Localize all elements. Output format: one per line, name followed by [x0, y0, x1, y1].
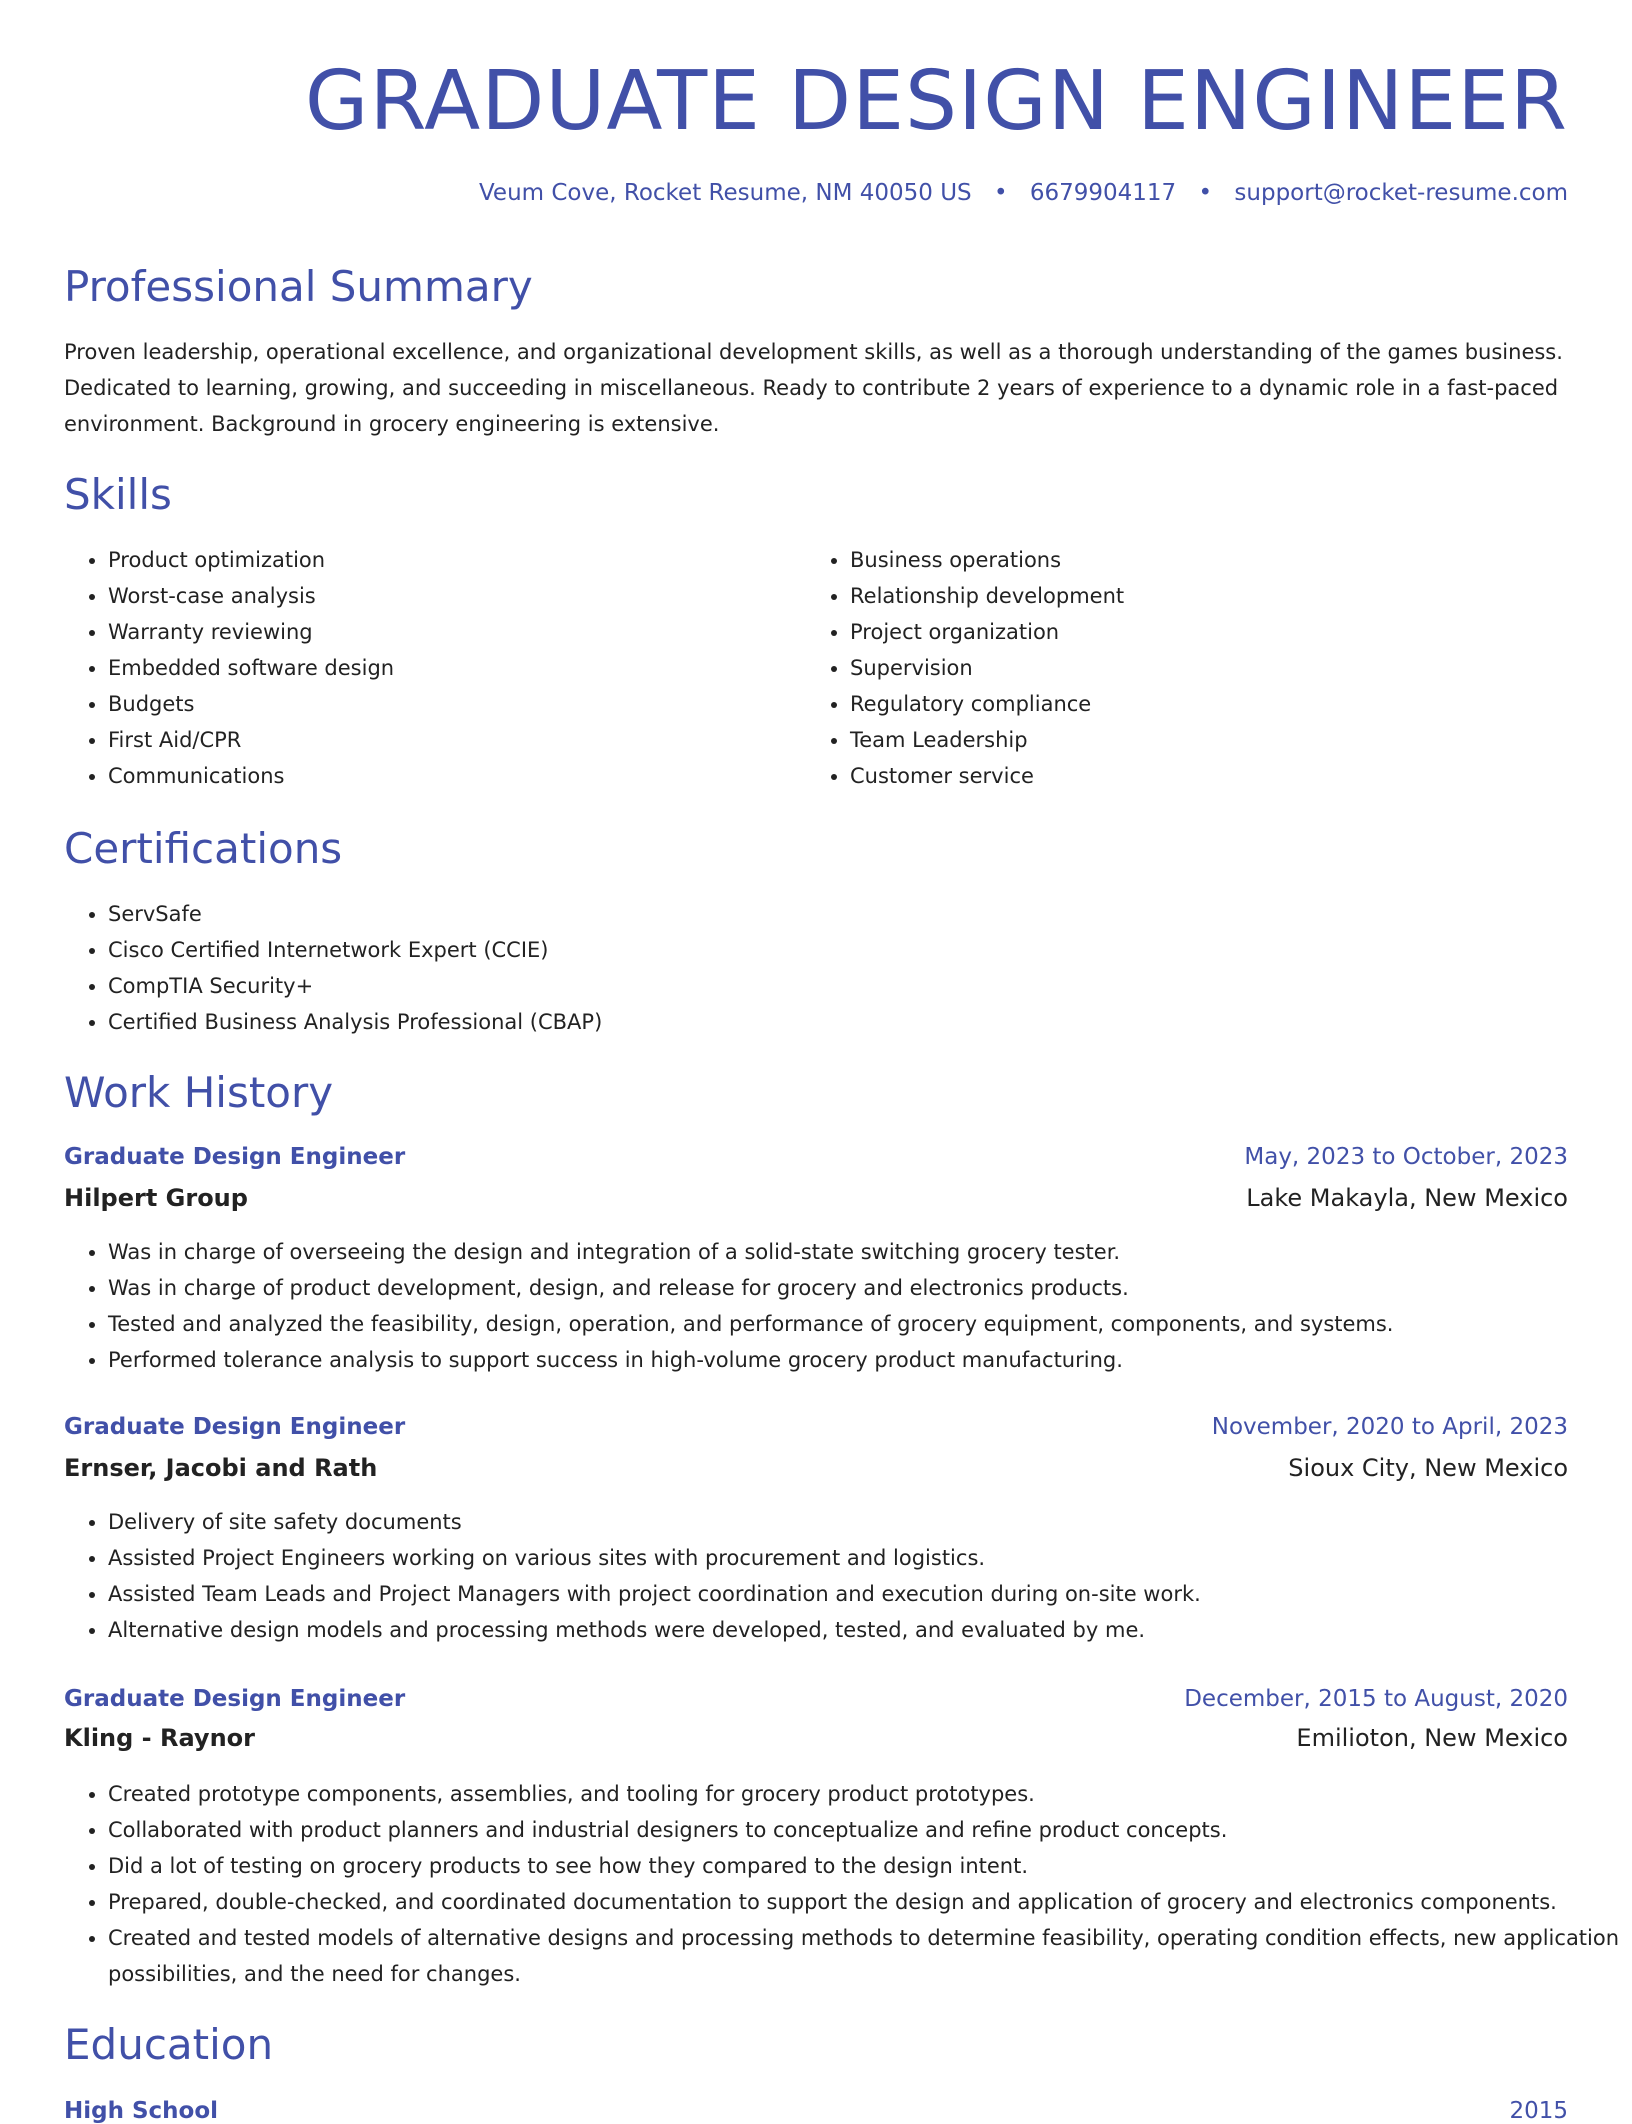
- certifications-heading: Certifications: [64, 824, 343, 873]
- skill-item: • Project organization: [850, 614, 1124, 650]
- contact-line: [479, 180, 1568, 206]
- job-bullet: • Performed tolerance analysis to support success in high-volume grocery product manufacturing.: [108, 1342, 1628, 1378]
- job-company: Kling - Raynor: [64, 1724, 255, 1752]
- job-bullets: [64, 1504, 1628, 1648]
- skills-heading: Skills: [64, 470, 172, 519]
- job-title: Graduate Design Engineer: [64, 1414, 406, 1440]
- job-location: Emilioton, New Mexico: [1296, 1724, 1568, 1752]
- contact-phone: 6679904117: [1029, 180, 1177, 206]
- job-dates: November, 2020 to April, 2023: [1211, 1414, 1568, 1440]
- certification-item: • ServSafe: [108, 896, 602, 932]
- education-year: 2015: [1509, 2098, 1568, 2124]
- skill-item: • Warranty reviewing: [108, 614, 394, 650]
- skill-item: • Customer service: [850, 758, 1124, 794]
- job-title: Graduate Design Engineer: [64, 1144, 406, 1170]
- education-heading: Education: [64, 2020, 274, 2069]
- job-bullets: [64, 1234, 1628, 1378]
- job-bullet: • Assisted Team Leads and Project Managers with project coordination and execution during on-site work.: [108, 1576, 1628, 1612]
- certification-item: • Cisco Certified Internetwork Expert (CCIE): [108, 932, 602, 968]
- skill-item: • Product optimization: [108, 542, 394, 578]
- job-bullet: • Assisted Project Engineers working on various sites with procurement and logistics.: [108, 1540, 1628, 1576]
- contact-separator: •: [1198, 180, 1213, 206]
- summary-text: Proven leadership, operational excellence, and organizational development skills, as well as a thorough understanding of the games business. Dedicated to learning, growing, and succeeding in miscellaneous. Ready to contribute 2 years of experience to a dynamic role in a fast-paced environment. Background in grocery engineering is extensive.: [64, 340, 1563, 436]
- skill-item: • First Aid/CPR: [108, 722, 394, 758]
- skill-item: • Relationship development: [850, 578, 1124, 614]
- education-school: High School: [64, 2098, 219, 2124]
- job-bullet: • Delivery of site safety documents: [108, 1504, 1628, 1540]
- job-dates: May, 2023 to October, 2023: [1244, 1144, 1568, 1170]
- job-bullet: • Was in charge of overseeing the design and integration of a solid-state switching grocery tester.: [108, 1234, 1628, 1270]
- certifications-list: [64, 896, 602, 1040]
- skill-item: • Embedded software design: [108, 650, 394, 686]
- contact-address: Veum Cove, Rocket Resume, NM 40050 US: [478, 180, 972, 206]
- certification-item: • Certified Business Analysis Professional (CBAP): [108, 1004, 602, 1040]
- job-bullet: • Alternative design models and processing methods were developed, tested, and evaluated by me.: [108, 1612, 1628, 1648]
- job-company: Hilpert Group: [64, 1184, 248, 1212]
- job-location: Sioux City, New Mexico: [1288, 1454, 1568, 1482]
- job-bullet: • Created and tested models of alternative designs and processing methods to determine feasibility, operating condition effects, new application possibilities, and the need for changes.: [108, 1920, 1628, 1992]
- skills-list-left: [64, 542, 394, 794]
- skill-item: • Budgets: [108, 686, 394, 722]
- skill-item: • Supervision: [850, 650, 1124, 686]
- job-location: Lake Makayla, New Mexico: [1246, 1184, 1568, 1212]
- resume-name: GRADUATE DESIGN ENGINEER: [304, 54, 1568, 149]
- job-bullet: • Tested and analyzed the feasibility, design, operation, and performance of grocery equipment, components, and systems.: [108, 1306, 1628, 1342]
- skills-list-right: [806, 542, 1124, 794]
- job-dates: December, 2015 to August, 2020: [1184, 1686, 1568, 1712]
- job-bullet: • Collaborated with product planners and industrial designers to conceptualize and refine product concepts.: [108, 1812, 1628, 1848]
- skill-item: • Communications: [108, 758, 394, 794]
- skill-item: • Regulatory compliance: [850, 686, 1124, 722]
- certification-item: • CompTIA Security+: [108, 968, 602, 1004]
- contact-separator: •: [993, 180, 1008, 206]
- skill-item: • Business operations: [850, 542, 1124, 578]
- job-bullets: [64, 1776, 1628, 1992]
- contact-email: support@rocket-resume.com: [1234, 180, 1568, 206]
- job-title: Graduate Design Engineer: [64, 1686, 406, 1712]
- job-bullet: • Did a lot of testing on grocery products to see how they compared to the design intent.: [108, 1848, 1628, 1884]
- summary-heading: Professional Summary: [64, 262, 533, 311]
- skill-item: • Team Leadership: [850, 722, 1124, 758]
- job-company: Ernser, Jacobi and Rath: [64, 1454, 378, 1482]
- job-bullet: • Prepared, double-checked, and coordinated documentation to support the design and application of grocery and electronics components.: [108, 1884, 1628, 1920]
- job-bullet: • Was in charge of product development, design, and release for grocery and electronics products.: [108, 1270, 1628, 1306]
- job-bullet: • Created prototype components, assemblies, and tooling for grocery product prototypes.: [108, 1776, 1628, 1812]
- skill-item: • Worst-case analysis: [108, 578, 394, 614]
- work-history-heading: Work History: [64, 1068, 334, 1117]
